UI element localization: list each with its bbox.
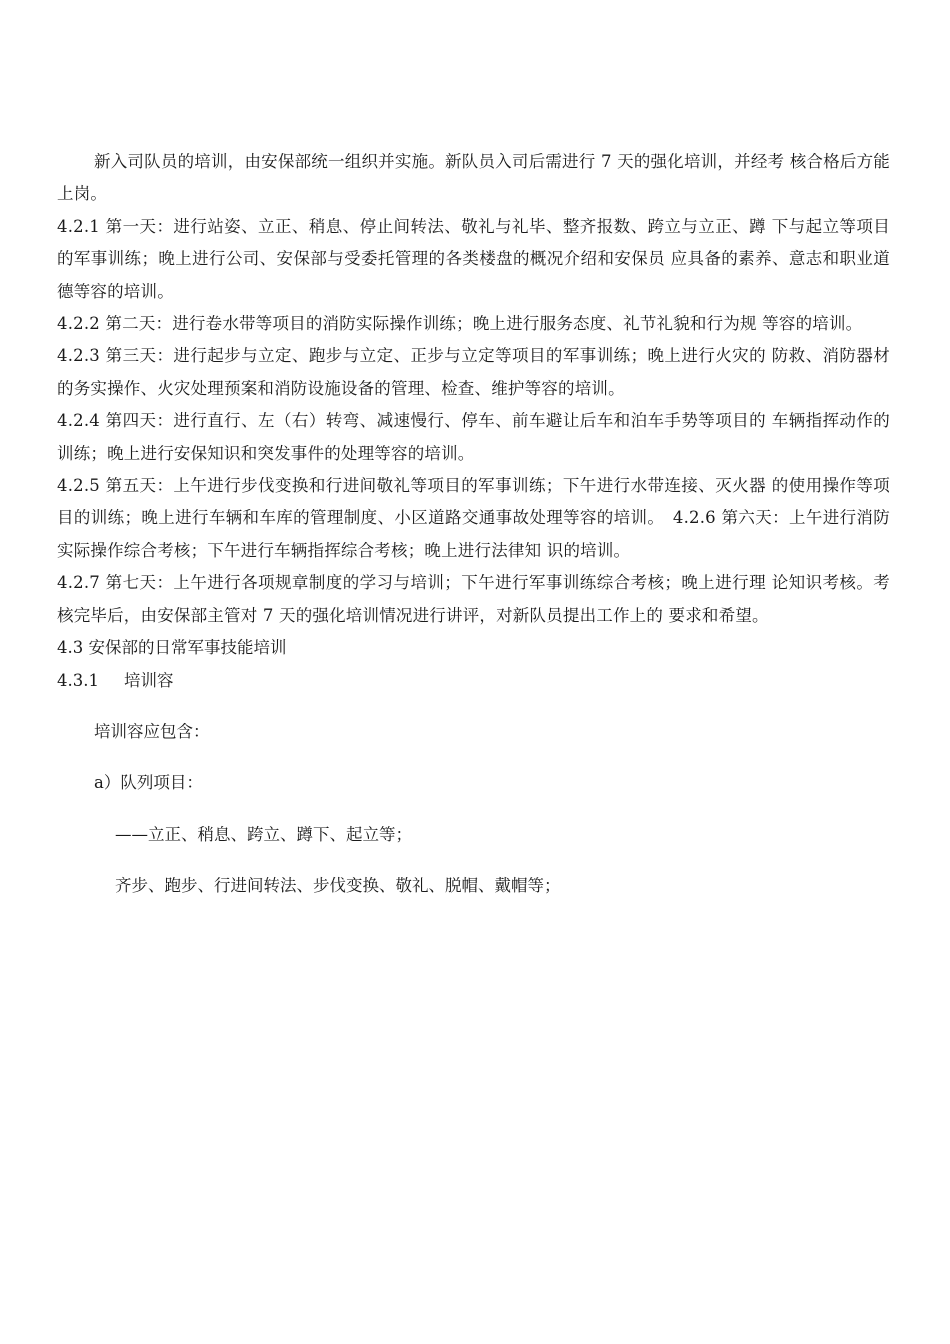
day4-paragraph: 4.2.4 第四天：进行直行、左（右）转弯、减速慢行、停车、前车避让后车和泊车手势等项目的 车辆指挥动作的训练；晚上进行安保知识和突发事件的处理等容的培训。 <box>57 411 890 463</box>
intro-paragraph: 新入司队员的培训，由安保部统一组织并实施。新队员入司后需进行 7 天的强化培训，并经考 核合格后方能上岗。 <box>57 152 890 204</box>
subsection-heading <box>57 665 890 697</box>
day5-day6-paragraph: 4.2.5 第五天：上午进行步伐变换和行进间敬礼等项目的军事训练；下午进行水带连接、灭火器 的使用操作等项目的训练；晚上进行车辆和车库的管理制度、小区道路交通事故处理等容的培训。 4.2.6 第六天：上午进行消防实际操作综合考核；下午进行车辆指挥综合考核；晚上进行法律知 识的培训。 <box>57 476 890 560</box>
document-page <box>57 146 890 903</box>
list-subitem-1: ——立正、稍息、跨立、蹲下、起立等； <box>115 824 412 844</box>
list-subitem-2: 齐步、跑步、行进间转法、步伐变换、敬礼、脱帽、戴帽等； <box>115 876 561 896</box>
day3-paragraph: 4.2.3 第三天：进行起步与立定、跑步与立定、正步与立定等项目的军事训练；晚上进行火灾的 防救、消防器材的务实操作、火灾处理预案和消防设施设备的管理、检查、维护等容的培训。 <box>57 346 890 398</box>
day1-paragraph: 4.2.1 第一天：进行站姿、立正、稍息、停止间转法、敬礼与礼毕、整齐报数、跨立与立正、蹲 下与起立等项目的军事训练；晚上进行公司、安保部与受委托管理的各类楼盘的概况介绍和安保员 应具备的素养、意志和职业道德等容的培训。 <box>57 216 890 301</box>
subsection-title: 培训容 <box>124 670 174 690</box>
subsection-number: 4.3.1 <box>57 670 99 690</box>
list-item-a: a）队列项目： <box>94 773 203 793</box>
day7-paragraph: 4.2.7 第七天：上午进行各项规章制度的学习与培训；下午进行军事训练综合考核；晚上进行理 论知识考核。考核完毕后，由安保部主管对 7 天的强化培训情况进行讲评，对新队员提出工作上的 要求和希望。 <box>57 573 890 625</box>
content-intro: 培训容应包含： <box>94 721 210 741</box>
section-title: 4.3 安保部的日常军事技能培训 <box>57 638 287 658</box>
day2-paragraph: 4.2.2 第二天：进行卷水带等项目的消防实际操作训练；晚上进行服务态度、礼节礼貌和行为规 等容的培训。 <box>57 314 863 334</box>
